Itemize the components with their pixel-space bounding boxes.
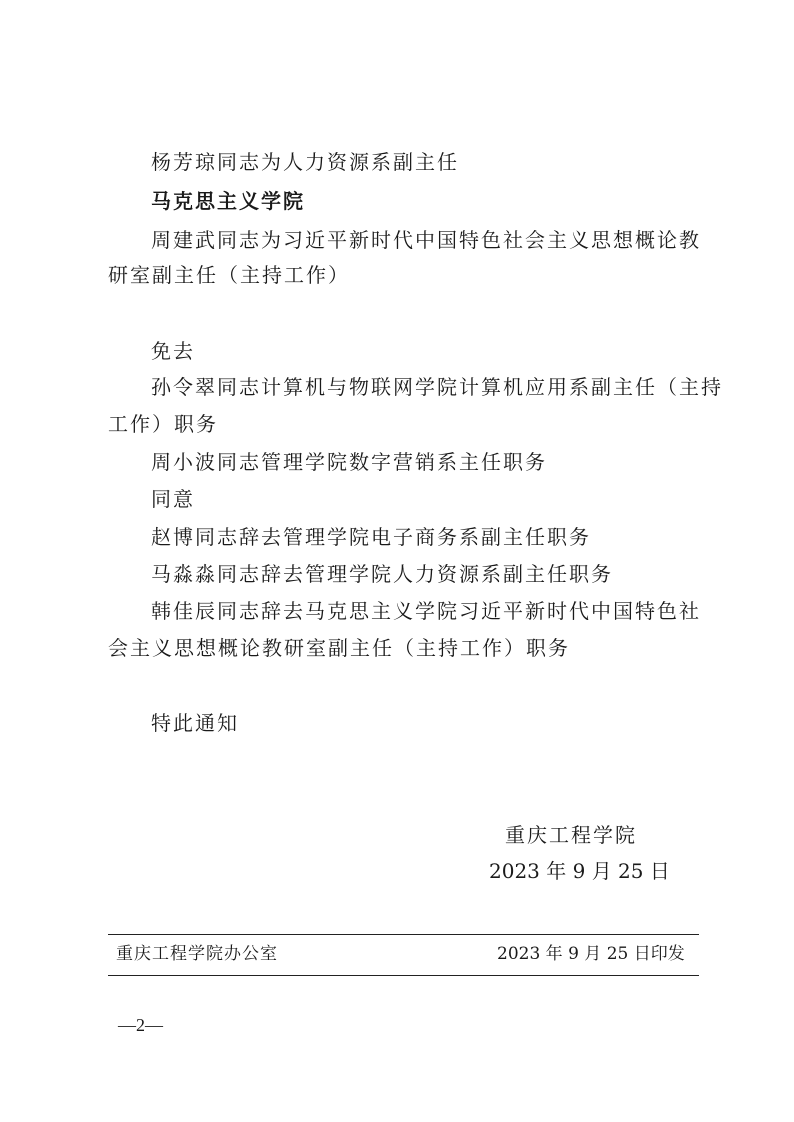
footer-issuer: 重庆工程学院办公室	[116, 944, 278, 964]
footer-bottom-rule	[108, 975, 699, 976]
section-heading-agree: 同意	[151, 487, 195, 511]
appointment-line: 周建武同志为习近平新时代中国特色社会主义思想概论教	[151, 228, 701, 252]
section-heading: 马克思主义学院	[151, 189, 305, 213]
footer-top-rule	[108, 934, 699, 935]
section-heading-remove: 免去	[151, 339, 195, 363]
resignation-line-continued: 会主义思想概论教研室副主任（主持工作）职务	[108, 636, 570, 660]
signature-organization: 重庆工程学院	[505, 823, 637, 847]
signature-date: 2023 年 9 月 25 日	[489, 859, 670, 883]
footer-issue-date: 2023 年 9 月 25 日印发	[497, 944, 685, 964]
page-number: —2—	[118, 1015, 163, 1035]
closing-notice: 特此通知	[151, 711, 239, 735]
removal-line-continued: 工作）职务	[108, 412, 218, 436]
removal-line: 孙令翠同志计算机与物联网学院计算机应用系副主任（主持	[151, 375, 723, 399]
removal-line: 周小波同志管理学院数字营销系主任职务	[151, 450, 547, 474]
appointment-line: 杨芳琼同志为人力资源系副主任	[151, 150, 459, 174]
resignation-line: 赵博同志辞去管理学院电子商务系副主任职务	[151, 525, 591, 549]
resignation-line: 韩佳辰同志辞去马克思主义学院习近平新时代中国特色社	[151, 599, 701, 623]
appointment-line-continued: 研室副主任（主持工作）	[108, 263, 350, 287]
resignation-line: 马淼淼同志辞去管理学院人力资源系副主任职务	[151, 562, 613, 586]
